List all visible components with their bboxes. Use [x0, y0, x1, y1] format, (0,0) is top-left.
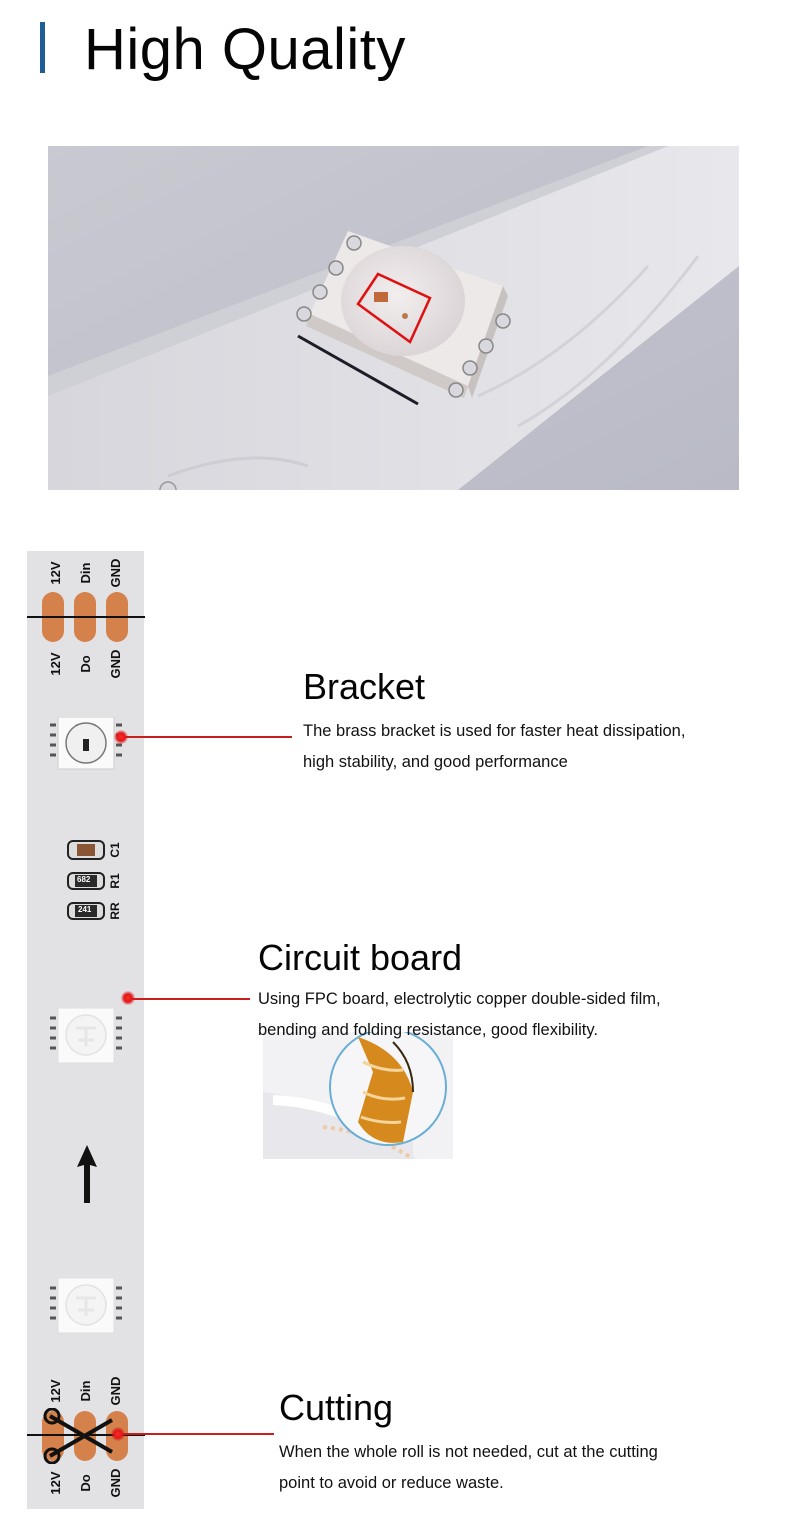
component-label-rr: RR — [108, 902, 122, 920]
led-closeup-photo — [48, 146, 739, 490]
scissors-icon — [40, 1408, 120, 1469]
pad-label-gnd: GND — [108, 649, 123, 679]
pad-label-do: Do — [78, 655, 93, 673]
led-chip-1 — [50, 717, 122, 776]
feature-desc-circuit-line1: Using FPC board, electrolytic copper double-sided film, — [258, 990, 661, 1008]
title-accent-bar — [40, 22, 45, 73]
pad-label-do-bottom: Do — [78, 1474, 93, 1492]
feature-heading-cutting: Cutting — [279, 1387, 394, 1428]
page-title: High Quality — [84, 17, 406, 82]
component-label-r1: R1 — [108, 873, 122, 889]
pad-label-12v-bottom: 12V — [48, 1379, 63, 1403]
component-code-rr: 241 — [78, 905, 92, 914]
pad-label-12v: 12V — [48, 652, 63, 676]
component-label-c1: C1 — [108, 842, 122, 858]
pointer-line-circuit — [128, 998, 250, 1000]
feature-desc-cutting-line2: point to avoid or reduce waste. — [279, 1474, 504, 1492]
feature-desc-bracket-line2: high stability, and good performance — [303, 753, 568, 771]
pad-label-gnd-bottom-lower: GND — [108, 1468, 123, 1498]
pad-label-gnd-top: GND — [108, 558, 123, 588]
feature-desc-bracket-line1: The brass bracket is used for faster heat dissipation, — [303, 722, 686, 740]
pointer-line-cutting — [118, 1433, 274, 1435]
fpc-board-photo — [263, 1032, 453, 1159]
cut-line — [27, 616, 145, 618]
feature-heading-circuit-board: Circuit board — [258, 937, 463, 978]
pad-label-12v-bottom-lower: 12V — [48, 1471, 63, 1495]
component-code-r1: 682 — [77, 875, 91, 884]
led-chip-2 — [50, 1008, 122, 1069]
led-chip-3 — [50, 1278, 122, 1339]
pad-label-gnd-bottom: GND — [108, 1376, 123, 1406]
direction-arrow-icon — [76, 1145, 98, 1210]
feature-desc-circuit-line2: bending and folding resistance, good flexibility. — [258, 1021, 598, 1039]
pointer-line-bracket — [120, 736, 292, 738]
pad-label-din-top: Din — [78, 562, 93, 584]
pointer-dot-bracket — [114, 730, 128, 744]
feature-desc-cutting-line1: When the whole roll is not needed, cut at the cutting — [279, 1443, 658, 1461]
feature-heading-bracket: Bracket — [303, 666, 426, 707]
pointer-dot-cutting — [111, 1427, 125, 1441]
pad-label-din-bottom: Din — [78, 1380, 93, 1402]
pad-label-12v-top: 12V — [48, 561, 63, 585]
pointer-dot-circuit — [121, 991, 135, 1005]
